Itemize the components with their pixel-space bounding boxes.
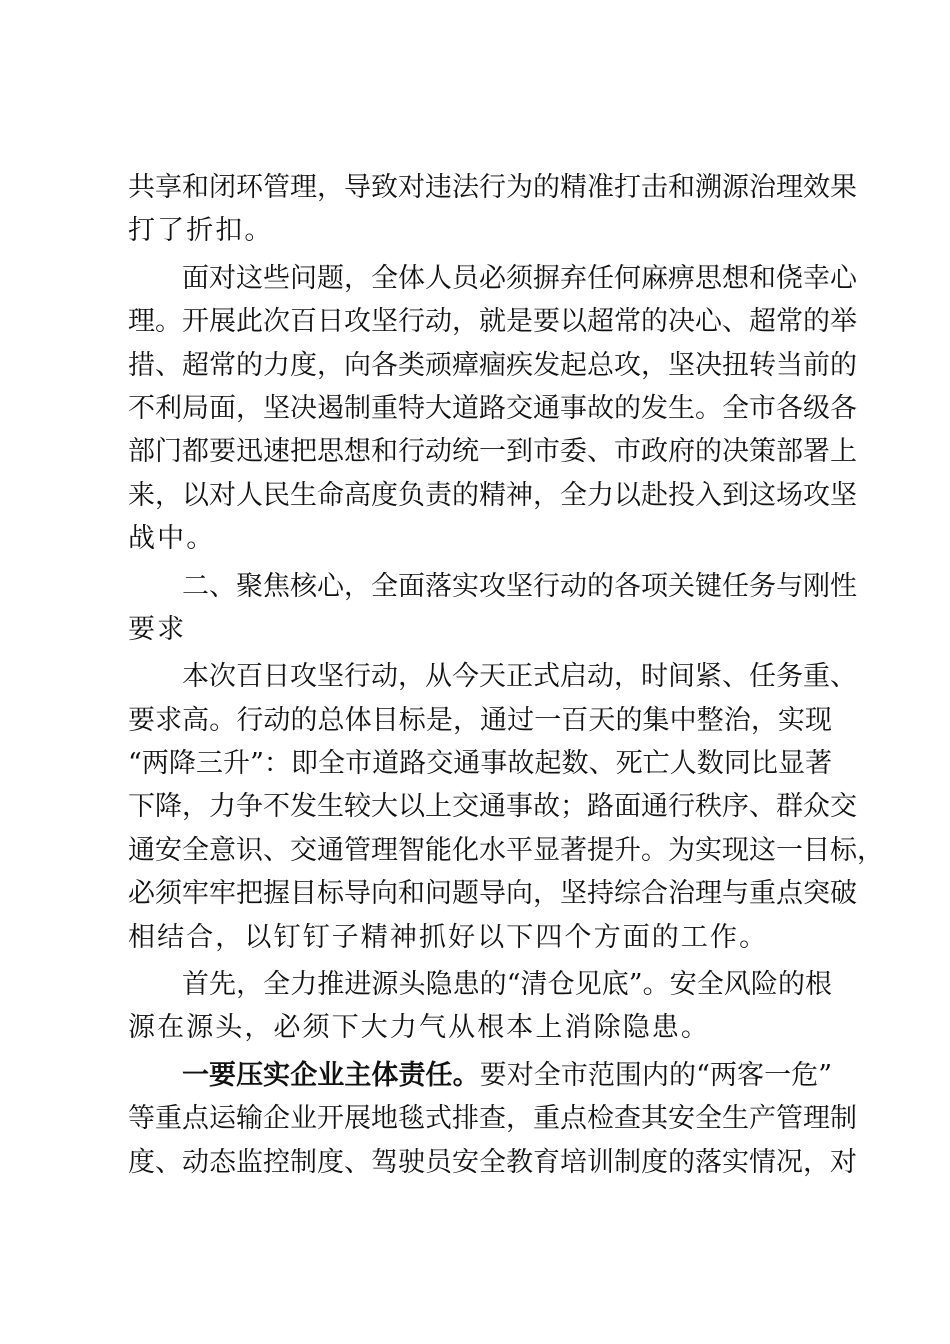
section-heading-continued: 要求	[128, 613, 187, 645]
text-line: 共享和闭环管理，导致对违法行为的精准打击和溯源治理效果	[128, 172, 857, 203]
paragraph-start: 首先，全力推进源头隐患的“清仓见底”。安全风险的根	[182, 969, 832, 1001]
text-line: 度、动态监控制度、驾驶员安全教育培训制度的落实情况，对	[128, 1146, 857, 1178]
text-line: 来，以对人民生命高度负责的精神，全力以赴投入到这场攻坚	[128, 479, 857, 511]
text-line: 必须牢牢把握目标导向和问题导向，坚持综合治理与重点突破	[128, 878, 857, 910]
bold-lead-phrase: 一要压实企业主体责任。	[182, 1059, 480, 1091]
document-page	[128, 166, 884, 1184]
text-line: 部门都要迅速把思想和行动统一到市委、市政府的决策部署上	[128, 436, 857, 468]
text-line: 相结合，以钉钉子精神抓好以下四个方面的工作。	[128, 921, 769, 953]
text-line: 措、超常的力度，向各类顽瘴痼疾发起总攻，坚决扭转当前的	[128, 349, 857, 381]
text-line: 源在源头，必须下大力气从根本上消除隐患。	[128, 1012, 710, 1044]
text-line: 理。开展此次百日攻坚行动，就是要以超常的决心、超常的举	[128, 306, 857, 338]
section-heading: 二、聚焦核心，全面落实攻坚行动的各项关键任务与刚性	[182, 570, 857, 602]
text-line: 不利局面，坚决遏制重特大道路交通事故的发生。全市各级各	[128, 392, 857, 424]
paragraph-start: 本次百日攻坚行动，从今天正式启动，时间紧、任务重、	[182, 661, 857, 693]
text-line: “两降三升”：即全市道路交通事故起数、死亡人数同比显著	[128, 748, 832, 780]
paragraph-start	[128, 1054, 832, 1097]
text-run: 要对全市范围内的“两客一危”	[479, 1059, 832, 1091]
text-line: 要求高。行动的总体目标是，通过一百天的集中整治，实现	[128, 704, 832, 736]
text-line: 通安全意识、交通管理智能化水平显著提升。为实现这一目标，	[128, 834, 884, 866]
text-line: 打了折扣。	[128, 215, 274, 247]
text-line: 下降，力争不发生较大以上交通事故；路面通行秩序、群众交	[128, 791, 857, 823]
text-line: 战中。	[128, 523, 216, 555]
text-line: 等重点运输企业开展地毯式排查，重点检查其安全生产管理制	[128, 1103, 857, 1135]
paragraph-start: 面对这些问题，全体人员必须摒弃任何麻痹思想和侥幸心	[182, 262, 857, 294]
